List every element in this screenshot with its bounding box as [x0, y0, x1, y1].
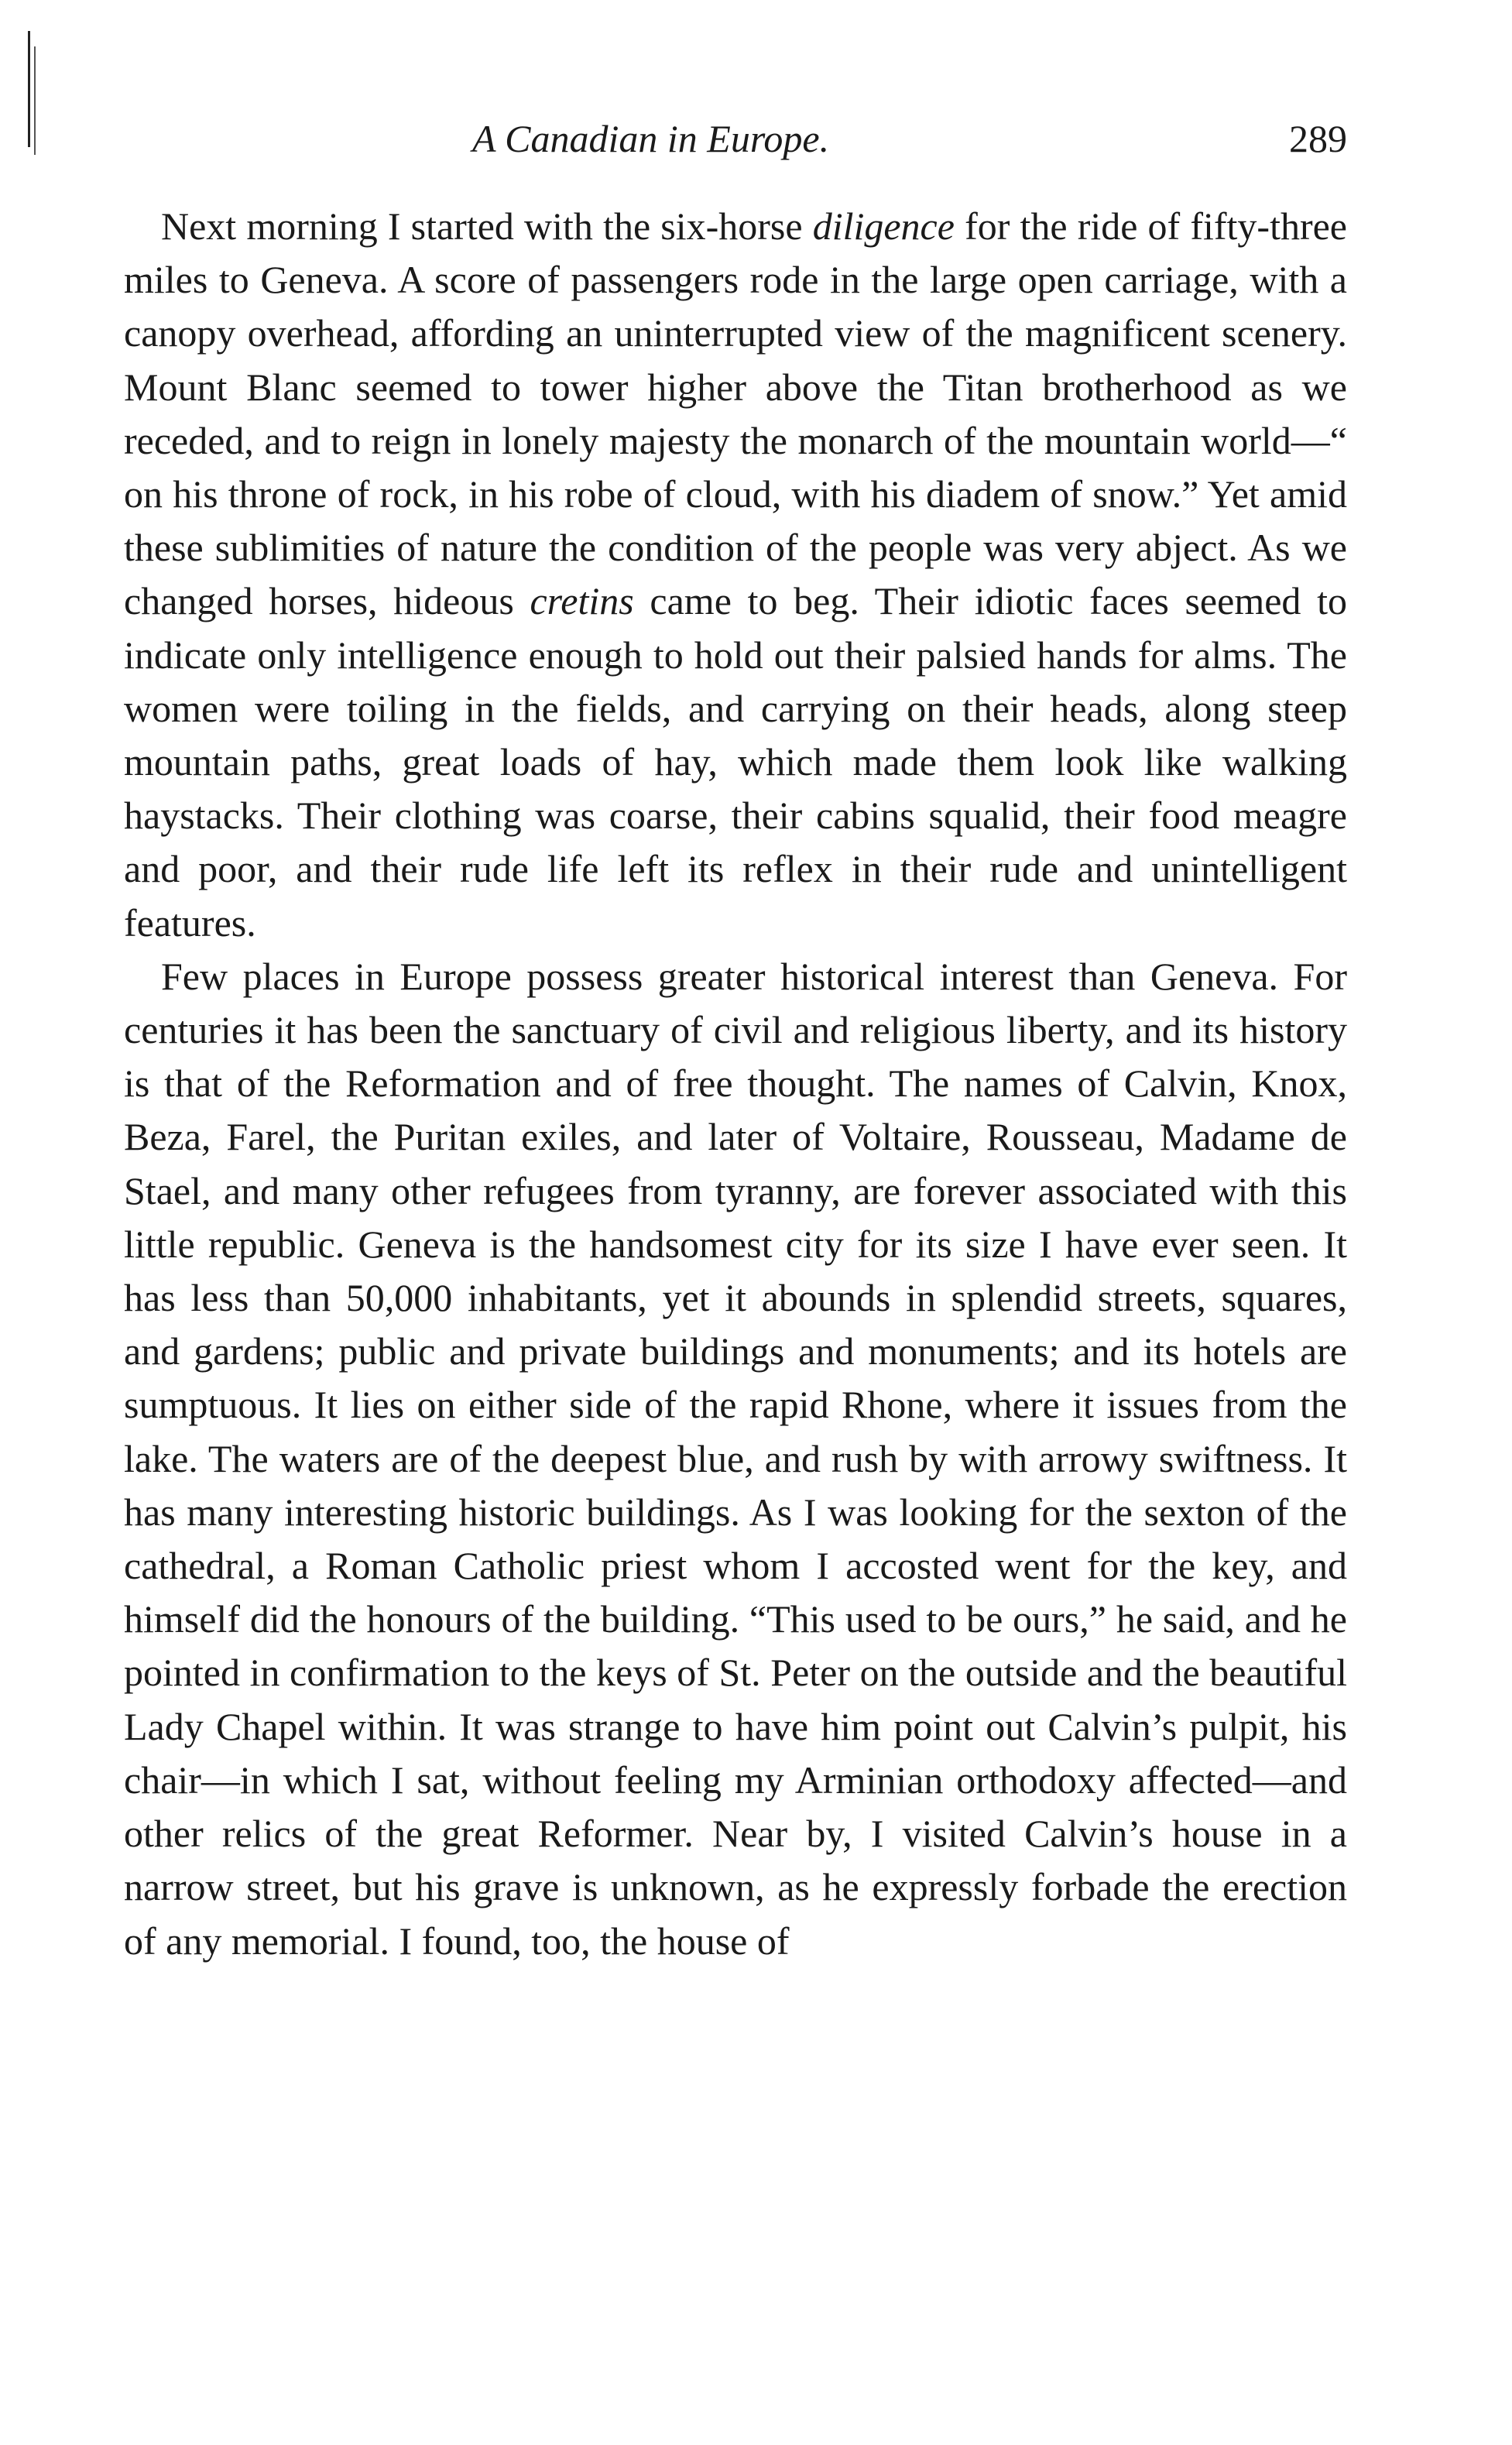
page-number: 289: [1289, 117, 1347, 160]
paragraph-text: Next morning I started with the six-horse: [161, 204, 813, 248]
italic-term: cretins: [530, 579, 634, 623]
body-text: [124, 200, 1347, 1968]
running-head: [124, 116, 1347, 178]
paragraph-geneva: Few places in Europe possess greater historical interest than Geneva. For centuries it has been the sanctuary of civil and religious liberty, and its history is that of the Reformation and of free thought. The names of Calvin, Knox, Beza, Farel, the Puritan exiles, and later of Voltaire, Rousseau, Madame de Stael, and many other refugees from tyranny, are forever associated with this little republic. Geneva is the handsomest city for its size I have ever seen. It has less than 50,000 inhabitants, yet it abounds in splendid streets, squares, and gardens; public and private buildings and monuments; and its hotels are sumptuous. It lies on either side of the rapid Rhone, where it issues from the lake. The waters are of the deepest blue, and rush by with arrowy swiftness. It has many interesting historic buildings. As I was looking for the sexton of the cathedral, a Roman Catholic priest whom I accosted went for the key, and himself did the honours of the building. “This used to be ours,” he said, and he pointed in confirmation to the keys of St. Peter on the outside and the beautiful Lady Chapel within. It was strange to have him point out Calvin’s pulpit, his chair—in which I sat, without feeling my Arminian orthodoxy affected—and other relics of the great Reformer. Near by, I visited Calvin’s house in a narrow street, but his grave is unknown, as he expressly forbade the erection of any memorial. I found, too, the house of: [124, 954, 1347, 1963]
book-page: [124, 116, 1347, 1968]
running-title: A Canadian in Europe.: [472, 117, 830, 160]
margin-rule: [28, 31, 30, 147]
margin-rule-secondary: [34, 46, 36, 155]
paragraph-text: came to beg. Their idiotic faces seemed to indicate only intelligence enough to hold out their palsied hands for alms. The women were toiling in the fields, and carrying on their heads, along steep mountain paths, great loads of hay, which made them look like walking haystacks. Their clothing was coarse, their cabins squalid, their food meagre and poor, and their rude life left its reflex in their rude and unintelligent features.: [124, 579, 1347, 945]
italic-term: diligence: [812, 204, 955, 248]
paragraph-text: for the ride of fifty-three miles to Geneva. A score of passengers rode in the large open carriage, with a canopy overhead, affording an uninterrupted view of the magnificent scenery. Mount Blanc seemed to tower higher above the Titan brotherhood as we receded, and to reign in lonely majesty the monarch of the mountain world—“ on his throne of rock, in his robe of cloud, with his diadem of snow.” Yet amid these sublimities of nature the condition of the people was very abject. As we changed horses, hideous: [124, 204, 1347, 623]
paragraph-diligence: [124, 200, 1347, 950]
